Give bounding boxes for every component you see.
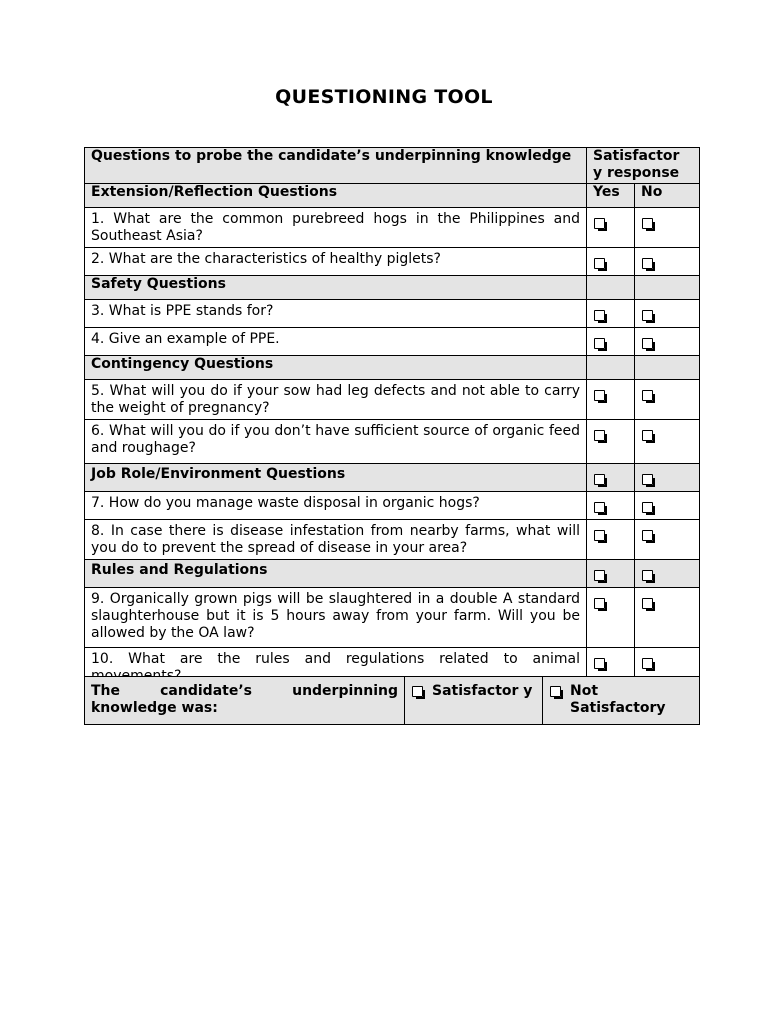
section-title-extension: Extension/Reflection Questions — [85, 184, 587, 208]
not-satisfactory-label: Not Satisfactory — [570, 683, 666, 716]
questions-header: Questions to probe the candidate’s underpinning knowledge — [85, 148, 587, 184]
response-header: Satisfactor y response — [587, 148, 700, 184]
section-row-job-role — [85, 464, 700, 492]
yes-checkbox-3[interactable] — [594, 310, 605, 321]
no-checkbox-9[interactable] — [642, 598, 653, 609]
no-checkbox-2[interactable] — [642, 258, 653, 269]
question-row-8 — [85, 520, 700, 560]
section-row-rules — [85, 560, 700, 588]
yes-checkbox-job-role[interactable] — [594, 474, 605, 485]
yes-checkbox-6[interactable] — [594, 430, 605, 441]
question-row-6 — [85, 420, 700, 464]
yes-checkbox-rules[interactable] — [594, 570, 605, 581]
section-title-contingency: Contingency Questions — [85, 356, 587, 380]
no-checkbox-1[interactable] — [642, 218, 653, 229]
not-satisfactory-option[interactable] — [543, 677, 700, 725]
no-header: No — [635, 184, 700, 208]
question-text: 3. What is PPE stands for? — [85, 300, 587, 328]
no-checkbox-job-role[interactable] — [642, 474, 653, 485]
yes-checkbox-9[interactable] — [594, 598, 605, 609]
question-text: 6. What will you do if you don’t have sufficient source of organic feed and roughage? — [85, 420, 587, 464]
section-row-safety — [85, 276, 700, 300]
section-title-job-role: Job Role/Environment Questions — [85, 464, 587, 492]
section-title-safety: Safety Questions — [85, 276, 587, 300]
yes-checkbox-10[interactable] — [594, 658, 605, 669]
question-text: 8. In case there is disease infestation from nearby farms, what will you do to prevent the spread of disease in your area? — [85, 520, 587, 560]
no-checkbox-5[interactable] — [642, 390, 653, 401]
satisfactory-label: Satisfactor y — [432, 683, 533, 699]
no-checkbox-4[interactable] — [642, 338, 653, 349]
assessment-label: The candidate’s underpinning knowledge was: — [85, 677, 405, 725]
question-row-9 — [85, 588, 700, 648]
question-text: 1. What are the common purebreed hogs in the Philippines and Southeast Asia? — [85, 208, 587, 248]
section-title-rules: Rules and Regulations — [85, 560, 587, 588]
questioning-table — [84, 147, 700, 693]
no-checkbox-8[interactable] — [642, 530, 653, 541]
question-row-2 — [85, 248, 700, 276]
page-title: QUESTIONING TOOL — [275, 86, 493, 108]
question-text: 7. How do you manage waste disposal in organic hogs? — [85, 492, 587, 520]
yes-checkbox-1[interactable] — [594, 218, 605, 229]
no-checkbox-rules[interactable] — [642, 570, 653, 581]
question-row-1 — [85, 208, 700, 248]
section-row-contingency — [85, 356, 700, 380]
question-text: 2. What are the characteristics of healthy piglets? — [85, 248, 587, 276]
yes-checkbox-4[interactable] — [594, 338, 605, 349]
question-row-5 — [85, 380, 700, 420]
yes-checkbox-8[interactable] — [594, 530, 605, 541]
question-text: 9. Organically grown pigs will be slaughtered in a double A standard slaughterhouse but it is 5 hours away from your farm. Will you be allowed by the OA law? — [85, 588, 587, 648]
question-text: 5. What will you do if your sow had leg defects and not able to carry the weight of pregnancy? — [85, 380, 587, 420]
yes-header: Yes — [587, 184, 635, 208]
question-row-3 — [85, 300, 700, 328]
question-text: 4. Give an example of PPE. — [85, 328, 587, 356]
no-checkbox-3[interactable] — [642, 310, 653, 321]
yes-checkbox-2[interactable] — [594, 258, 605, 269]
no-checkbox-10[interactable] — [642, 658, 653, 669]
yes-checkbox-7[interactable] — [594, 502, 605, 513]
question-text: 10. What are the rules and regulations related to animal — [85, 648, 587, 693]
satisfactory-checkbox[interactable] — [412, 686, 423, 697]
question-row-7 — [85, 492, 700, 520]
no-checkbox-6[interactable] — [642, 430, 653, 441]
no-checkbox-7[interactable] — [642, 502, 653, 513]
assessment-footer — [84, 676, 700, 725]
yes-checkbox-5[interactable] — [594, 390, 605, 401]
question-row-4 — [85, 328, 700, 356]
not-satisfactory-checkbox[interactable] — [550, 686, 561, 697]
satisfactory-option[interactable] — [405, 677, 543, 725]
